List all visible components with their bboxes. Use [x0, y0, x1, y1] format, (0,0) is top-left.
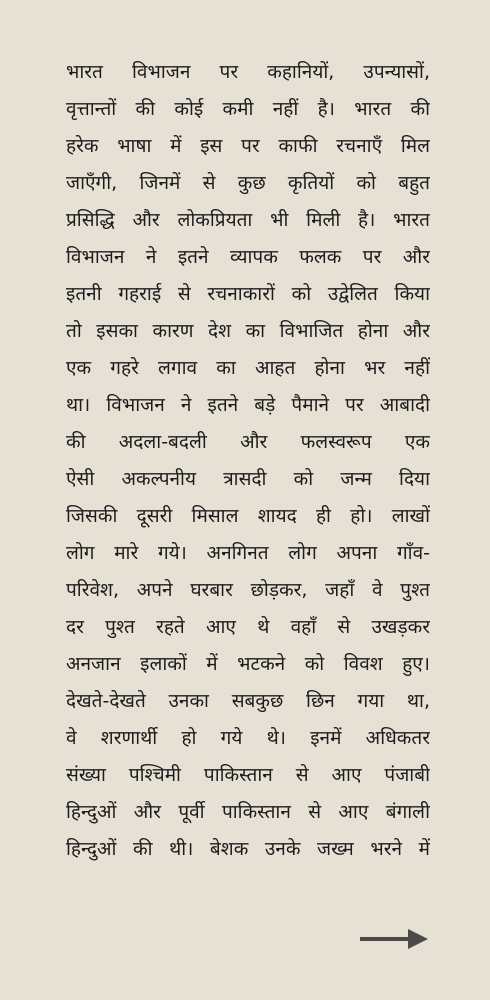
text-line: की अदला-बदली और फलस्वरूप एक — [66, 431, 430, 453]
text-line: लोग मारे गये। अनगिनत लोग अपना गाँव- — [66, 542, 430, 564]
text-line: हरेक भाषा में इस पर काफी रचनाएँ मिल — [66, 135, 430, 157]
text-line: ऐसी अकल्पनीय त्रासदी को जन्म दिया — [66, 468, 430, 490]
text-line: जिसकी दूसरी मिसाल शायद ही हो। लाखों — [66, 505, 430, 527]
right-arrow-icon — [358, 924, 430, 954]
text-line: प्रसिद्धि और लोकप्रियता भी मिली है। भारत — [66, 209, 430, 231]
text-line: देखते-देखते उनका सबकुछ छिन गया था, — [66, 690, 430, 712]
text-line: वृत्तान्तों की कोई कमी नहीं है। भारत की — [66, 98, 430, 120]
text-line: तो इसका कारण देश का विभाजित होना और — [66, 320, 430, 342]
text-line: इतनी गहराई से रचनाकारों को उद्वेलित किया — [66, 283, 430, 305]
text-line: था। विभाजन ने इतने बड़े पैमाने पर आबादी — [66, 394, 430, 416]
text-line: वे शरणार्थी हो गये थे। इनमें अधिकतर — [66, 727, 430, 749]
text-line: एक गहरे लगाव का आहत होना भर नहीं — [66, 357, 430, 379]
text-line: परिवेश, अपने घरबार छोड़कर, जहाँ वे पुश्त — [66, 579, 430, 601]
text-line: जाएँगी, जिनमें से कुछ कृतियों को बहुत — [66, 172, 430, 194]
text-line: दर पुश्त रहते आए थे वहाँ से उखड़कर — [66, 616, 430, 638]
text-line: संख्या पश्चिमी पाकिस्तान से आए पंजाबी — [66, 764, 430, 786]
text-line: हिन्दुओं और पूर्वी पाकिस्तान से आए बंगाली — [66, 801, 430, 823]
paragraph — [66, 54, 430, 868]
text-line: विभाजन ने इतने व्यापक फलक पर और — [66, 246, 430, 268]
text-line: हिन्दुओं की थी। बेशक उनके जख्म भरने में — [66, 838, 430, 860]
next-page-button[interactable] — [358, 924, 430, 954]
text-line: भारत विभाजन पर कहानियों, उपन्यासों, — [66, 61, 430, 83]
text-line: अनजान इलाकों में भटकने को विवश हुए। — [66, 653, 430, 675]
